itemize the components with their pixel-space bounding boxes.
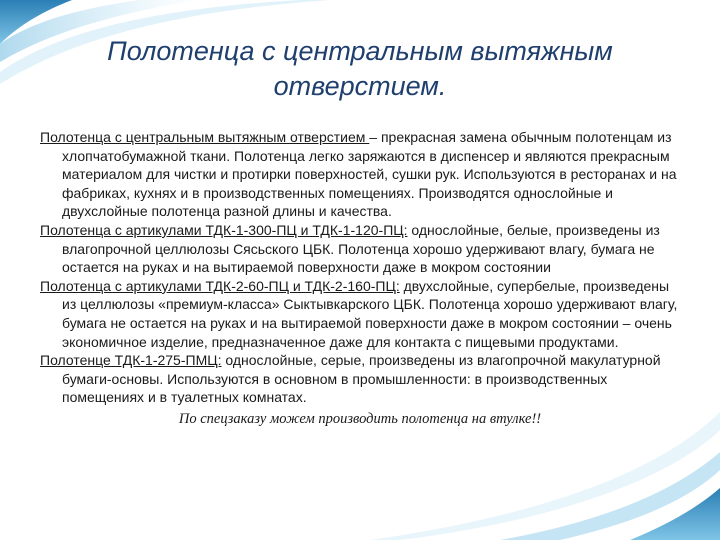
bottom-right-swoosh: [370, 412, 720, 540]
paragraph-intro: [40, 128, 680, 221]
paragraph-heading: Полотенца с центральным вытяжным отверстием: [40, 129, 370, 145]
paragraph-tdk1: [40, 221, 680, 277]
body-text: [40, 128, 680, 429]
paragraph-text: двухслойные, супербелые, произведены из целлюлозы «премиум-класса» Сыктывкарского ЦБК. Полотенца хорошо удерживают влагу, бумага не остается на руках и на вытираемой поверхности даже в мокром состоянии – очень экономичное изделие, предназначенное даже для контакта с пищевыми продуктами.: [62, 277, 678, 350]
paragraph-text: однослойные, серые, произведены из влагопрочной макулатурной бумаги-основы. Используются в основном в промышленности: в производственных помещениях и в туалетных комнатах.: [62, 352, 661, 406]
slide-title: Полотенца с центральным вытяжным отверстием.: [107, 36, 613, 101]
paragraph-text: однослойные, белые, произведены из влагопрочной целлюлозы Сясьского ЦБК. Полотенца хорошо удерживают влагу, бумага не остается на руках и на вытираемой поверхности даже в мокром состоянии: [62, 221, 660, 276]
paragraph-heading: Полотенца с артикулами ТДК-2-60-ПЦ и ТДК-2-160-ПЦ:: [40, 277, 400, 294]
paragraph-text: – прекрасная замена обычным полотенцам из хлопчатобумажной ткани. Полотенца легко заряжаются в диспенсер и являются прекрасным материалом для чистки и протирки поверхностей, сушки рук. Используются в ресторанах и на фабриках, кухнях и в производственных помещениях. Производятся однослойные и двухслойные полотенца разной длины и качества.: [62, 129, 677, 220]
paragraph-tdk2: [40, 277, 680, 351]
footer-note: По спецзаказу можем производить полотенца на втулке!!: [178, 410, 542, 427]
paragraph-pmc: [40, 351, 680, 407]
paragraph-heading: Полотенце ТДК-1-275-ПМЦ:: [40, 352, 222, 369]
paragraph-heading: Полотенца с артикулами ТДК-1-300-ПЦ и ТДК-1-120-ПЦ:: [40, 221, 408, 238]
